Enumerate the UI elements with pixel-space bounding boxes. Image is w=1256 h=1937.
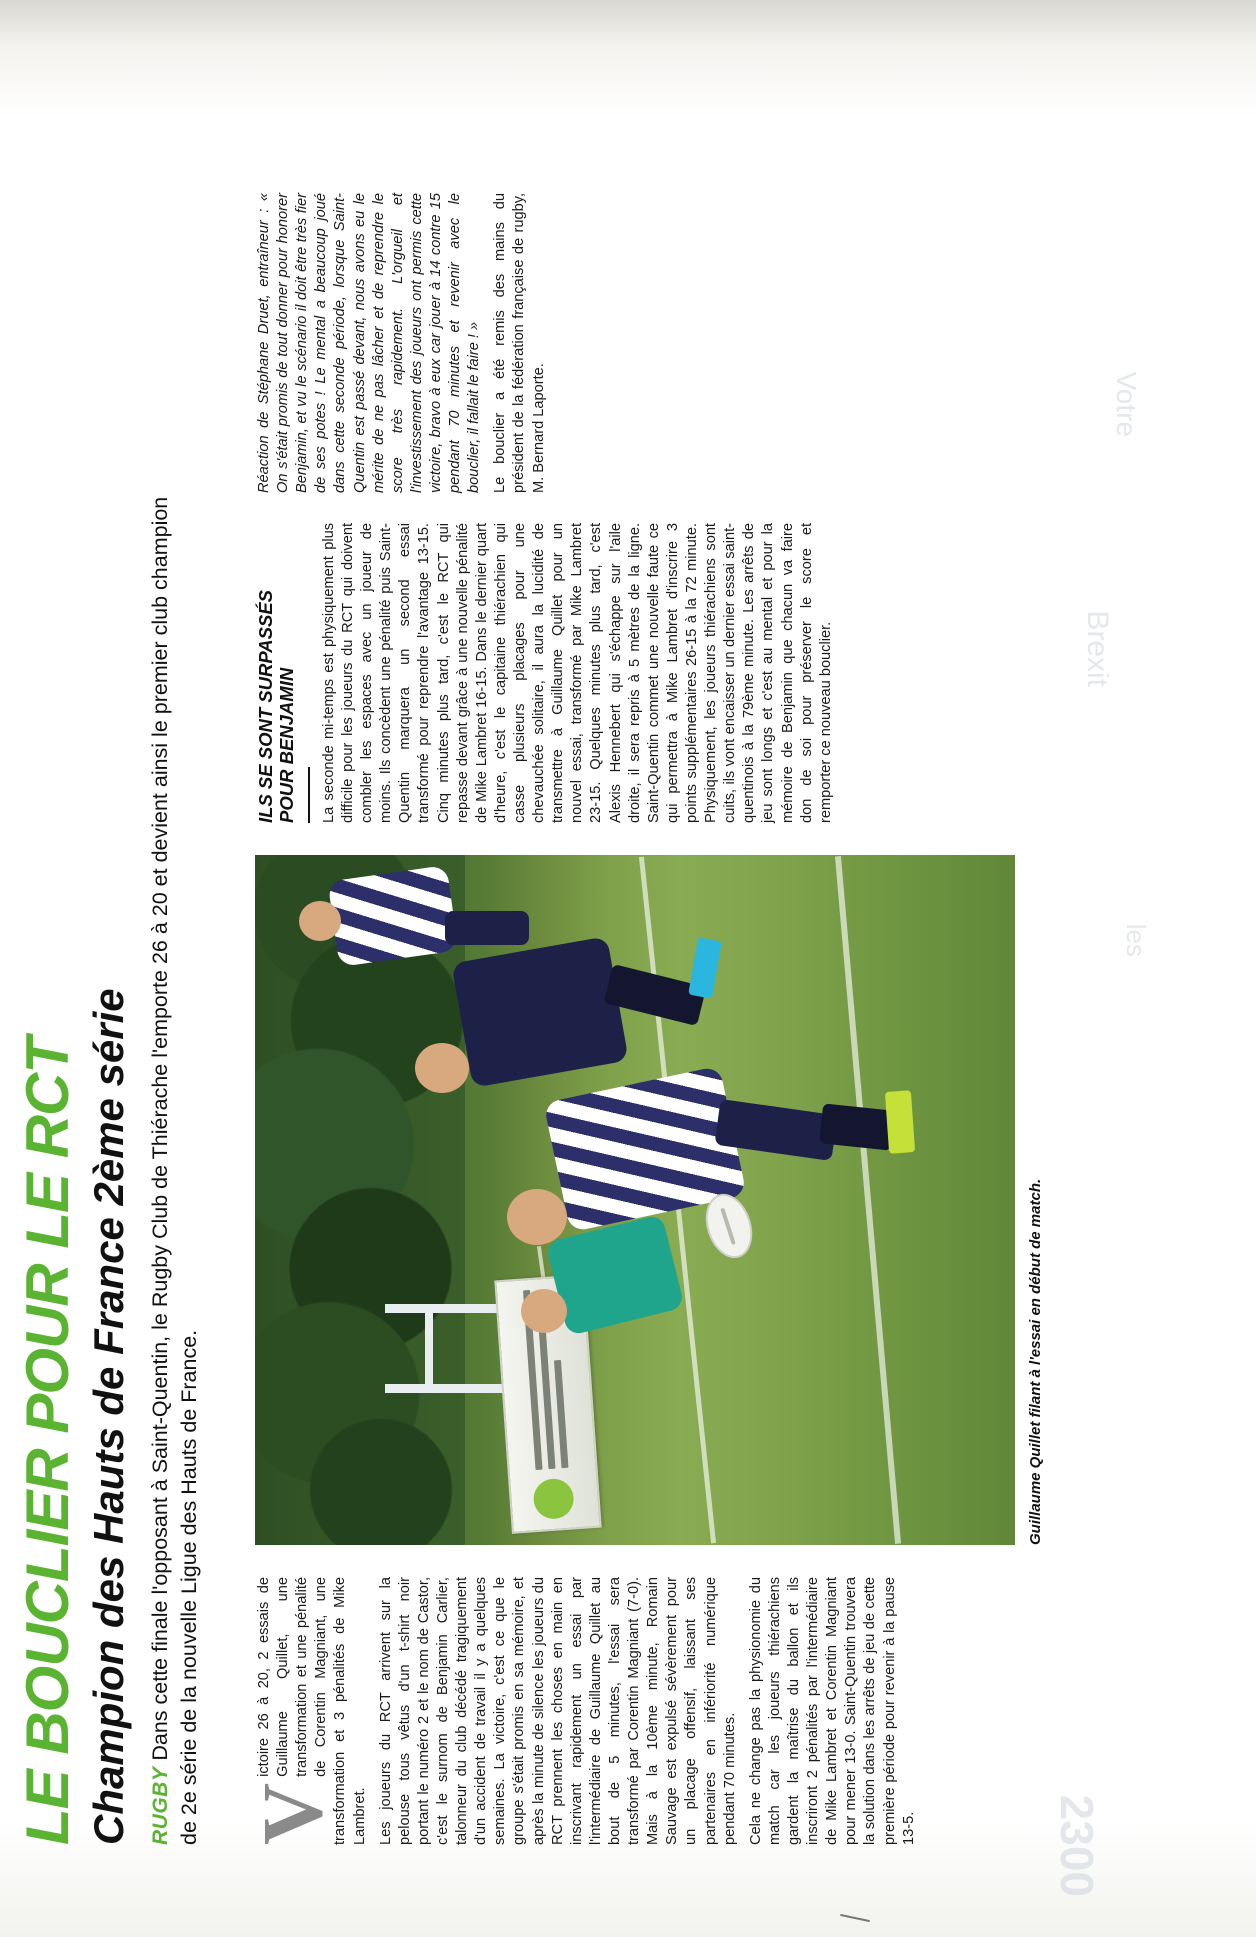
body-column-1 [244,1577,926,1845]
paragraph: La seconde mi-temps est physiquement plus difficile pour les joueurs du RCT qui doivent combler les espaces avec un joueur de moins. Ils concèdent une pénalité puis Saint-Quentin marquera un second essai transformé pour reprendre l'avantage 13-15. Cinq minutes plus tard, c'est le RCT qui repasse devant grâce à une nouvelle pénalité de Mike Lambret 16-15. Dans le dernier quart d'heure, c'est le capitaine thiérachien qui casse plusieurs placages pour une chevauchée solitaire, il aura la lucidité de transmettre à Guillaume Quillet pour un nouvel essai, transformé par Mike Lambret 23-15. Quelques minutes plus tard, c'est Alexis Hennebert qui s'échappe sur l'aile droite, il sera repris à 5 mètres de la ligne. Saint-Quentin commet une nouvelle faute ce qui permettra à Mike Lambret d'inscrire 3 points supplémentaires 26-15 à la 72 minute. Physiquement, les joueurs thiérachiens sont cuits, ils vont encaisser un dernier essai saint-quentinois à la 79ème minute. Les arrêts de jeu sont longs et c'est au mental et pour la mémoire de Benjamin que chacun va faire don de soi pour préserver le score et remporter ce nouveau bouclier. [320,523,834,823]
standfirst-text: Dans cette finale l'opposant à Saint-Quentin, le Rugby Club de Thiérache l'emporte 26 à 20 et devient ainsi le premier club champion de 2e série de la nouvelle Ligue des Hauts de France. [148,496,202,1845]
section-kicker: RUGBY [149,1766,172,1845]
bleed-text-3: Votre [1111,371,1142,437]
heading-rule [308,767,310,823]
pitch-line [835,856,901,1544]
goalpost-crossbar [425,1304,433,1393]
player-head [299,901,341,941]
paragraph-text: ictoire 26 à 20, 2 essais de Guillaume Quillet, une transformation et une pénalité de Corentin Magniant, une transformation et 3 pénalités de Mike Lambret. [256,1577,368,1845]
body-column-4 [255,193,556,493]
paragraph: Les joueurs du RCT arrivent sur la pelouse tous vêtus d'un t-shirt noir portant le numéro 2 et le nom de Castor, c'est le surnom de Benjamin Carlier, talonneur du club décédé tragiquement d'un accident de travail il y a quelques semaines. La victoire, c'est ce que le groupe s'était promis en sa mémoire, et après la minute de silence les joueurs du RCT prennent les choses en main en inscrivant rapidement un essai par l'intermédiaire de Guillaume Quillet au bout de 5 minutes, l'essai sera transformé par Corentin Magniant (7-0). Mais à la 10ème minute, Romain Sauvage est expulsé sévèrement pour un placage offensif, laissant ses partenaires en infériorité numérique pendant 70 minutes. [377,1577,738,1845]
player-head [415,1043,469,1093]
player-sock [819,1103,895,1150]
player-boot [688,937,722,998]
section-heading-line-1: ILS SE SONT SURPASSÉS [255,589,276,823]
player-jersey [545,1214,685,1336]
bleed-text-4: les [1121,923,1151,957]
paragraph: Cela ne change pas la physionomie du match car les joueurs thiérachiens gardent la maîtrise du ballon et ils inscriront 2 pénalités par l'intermédiaire de Mike Lambret et Corentin Magniant pour mener 13-0. Saint-Quentin trouvera la solution dans les arrêts de jeu de cette première période pour revenir à la pause 13-5. [747,1577,917,1845]
bleed-text-2: Brexit [1081,610,1114,687]
article-masthead [14,145,204,1845]
paragraph: Le bouclier a été remis des mains du président de la fédération française de rugby, M. Bernard Laporte. [492,193,547,493]
bleed-text-1: 2300 [1051,1794,1103,1897]
section-heading-line-2: POUR BENJAMIN [276,667,298,823]
page-title: LE BOUCLIER POUR LE RCT [14,1037,81,1845]
player-boot [885,1090,915,1154]
paragraph-quote: Réaction de Stéphane Druet, entraîneur : « On s'était promis de tout donner pour honorer Benjamin, et vu le scénario il doit être très fier de ses potes ! Le mental a beaucoup joué dans cette seconde période, lorsque Saint-Quentin est passé devant, nous avons eu le mérite de ne pas lâcher et de reprendre le score très rapidement. L'orgueil et l'investissement des joueurs ont permis cette victoire, bravo à eux car jouer à 14 contre 15 pendant 70 minutes et revenir avec le bouclier, il fallait le faire ! » [256,193,483,493]
body-column-3 [255,523,843,823]
banner-logo [532,1477,575,1520]
player-leg [445,911,529,945]
paragraph [244,1577,370,1845]
drop-cap: V [244,1782,340,1845]
player-head [521,1289,567,1333]
player-jersey [451,936,628,1088]
article-body [244,85,1205,1845]
article-standfirst [146,485,204,1845]
article-subtitle: Champion des Hauts de France 2ème série [85,988,132,1845]
player-jersey [328,865,459,967]
player-head [507,1189,567,1245]
section-heading [255,523,298,823]
photo-caption: Guillaume Quillet filant à l'essai en début de match. [1027,1178,1044,1545]
photo-image [255,855,1015,1545]
match-photo [255,855,1015,1545]
